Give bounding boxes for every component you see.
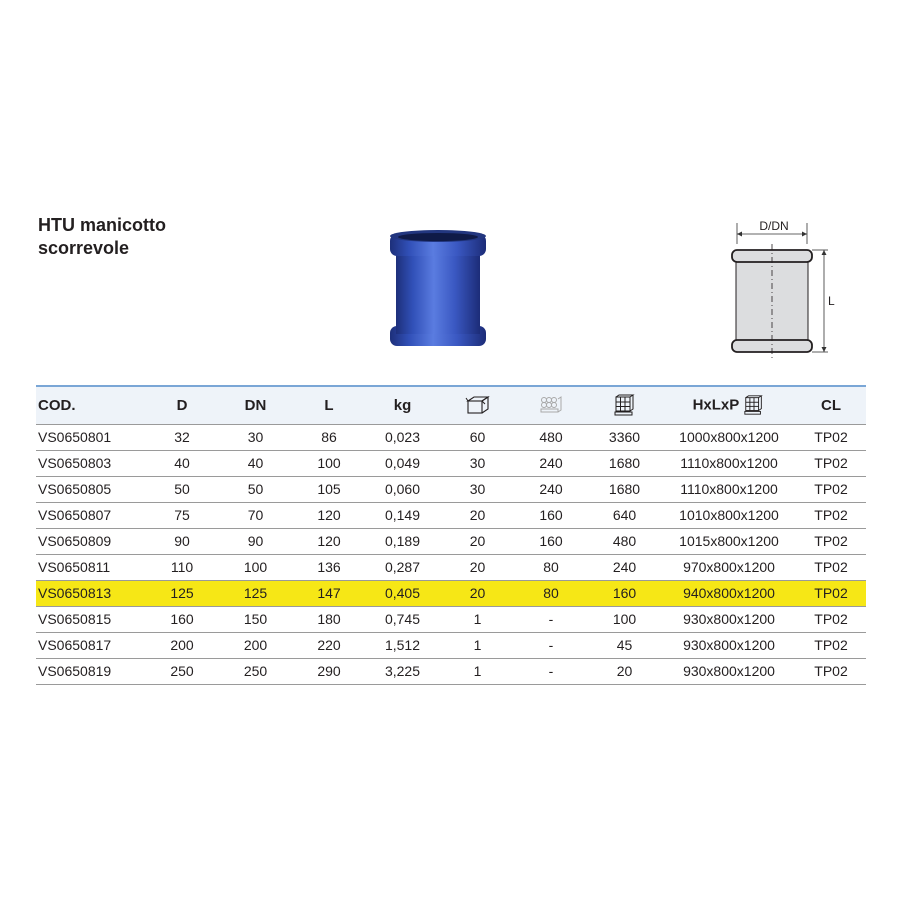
cell-l: 105 xyxy=(317,481,341,497)
cell-d: 160 xyxy=(170,611,194,627)
cell-d: 110 xyxy=(170,559,194,575)
table-row xyxy=(36,424,866,450)
bundle-icon xyxy=(538,395,564,415)
cell-kg: 1,512 xyxy=(384,637,421,653)
cell-dimensions: 1110x800x1200 xyxy=(680,481,778,497)
cell-d: 50 xyxy=(174,481,190,497)
cell-box-qty: 30 xyxy=(469,481,486,497)
cell-bundle-qty: 80 xyxy=(543,559,559,575)
header-code: COD. xyxy=(38,396,76,414)
cell-l: 136 xyxy=(317,559,341,575)
table-row xyxy=(36,632,866,658)
cell-d: 125 xyxy=(146,580,218,606)
header-l: L xyxy=(324,396,334,414)
product-title-line-1: HTU manicotto xyxy=(38,215,166,235)
cell-code: VS0650819 xyxy=(38,663,112,679)
cell-dn: 50 xyxy=(247,481,264,497)
cell-kg: 0,023 xyxy=(384,429,421,445)
cell-bundle-qty: 160 xyxy=(539,507,563,523)
product-photo xyxy=(388,228,488,356)
cell-code: VS0650809 xyxy=(38,533,112,549)
cell-kg: 0,149 xyxy=(384,507,421,523)
cell-bundle-qty: - xyxy=(548,637,554,653)
cell-dn: 90 xyxy=(247,533,264,549)
header-bundle xyxy=(515,386,587,424)
cell-dn: 200 xyxy=(243,637,268,653)
cell-cl: TP02 xyxy=(796,580,866,606)
header-d: D xyxy=(176,396,188,414)
pallet-dimensions-icon xyxy=(743,394,765,416)
cell-pallet-qty: 480 xyxy=(612,533,637,549)
cell-dimensions: 1015x800x1200 xyxy=(679,533,779,549)
cell-box-qty: 20 xyxy=(469,559,486,575)
cell-dn: 30 xyxy=(247,429,264,445)
cell-code: VS0650801 xyxy=(38,429,112,445)
header-dn: DN xyxy=(244,396,267,414)
cell-code: VS0650815 xyxy=(38,611,112,627)
specifications-table xyxy=(36,385,866,685)
cell-box-qty: 20 xyxy=(469,533,486,549)
cell-pallet-qty: 3360 xyxy=(608,429,641,445)
technical-drawing xyxy=(718,216,838,360)
cell-dn: 250 xyxy=(243,663,268,679)
cell-pallet-qty: 1680 xyxy=(608,481,641,497)
cell-cl: TP02 xyxy=(814,559,848,575)
cell-kg: 0,049 xyxy=(384,455,421,471)
cell-code: VS0650807 xyxy=(38,507,112,523)
product-title xyxy=(38,214,166,260)
pallet-icon xyxy=(613,394,637,416)
header-box xyxy=(440,386,515,424)
cell-bundle-qty: 480 xyxy=(539,429,563,445)
cell-l: 120 xyxy=(317,507,341,523)
cell-dn: 40 xyxy=(247,455,264,471)
cell-code: VS0650811 xyxy=(38,559,111,575)
cell-dimensions: 930x800x1200 xyxy=(683,637,775,653)
table-row xyxy=(36,606,866,632)
header-cl: CL xyxy=(821,396,841,414)
cell-l: 290 xyxy=(317,663,341,679)
cell-kg: 0,189 xyxy=(384,533,421,549)
table-row xyxy=(36,554,866,580)
cell-box-qty: 20 xyxy=(440,580,515,606)
product-title-line-2: scorrevole xyxy=(38,238,130,258)
cell-l: 86 xyxy=(321,429,337,445)
cell-dn: 125 xyxy=(218,580,293,606)
cell-code: VS0650813 xyxy=(36,580,146,606)
table-row xyxy=(36,476,866,502)
cell-dn: 150 xyxy=(243,611,268,627)
cell-box-qty: 20 xyxy=(469,507,486,523)
cell-dimensions: 1000x800x1200 xyxy=(679,429,779,445)
cell-pallet-qty: 160 xyxy=(587,580,662,606)
cell-bundle-qty: - xyxy=(548,663,554,679)
cell-box-qty: 60 xyxy=(469,429,486,445)
table-row xyxy=(36,580,866,606)
cell-dn: 70 xyxy=(247,507,264,523)
cell-code: VS0650817 xyxy=(38,637,112,653)
table-header-row xyxy=(36,386,866,424)
cell-dimensions: 930x800x1200 xyxy=(683,611,775,627)
cell-kg: 0,405 xyxy=(365,580,440,606)
cell-cl: TP02 xyxy=(814,507,848,523)
cell-bundle-qty: 80 xyxy=(515,580,587,606)
length-dimension-label: L xyxy=(828,294,835,308)
box-icon xyxy=(465,395,491,415)
cell-d: 90 xyxy=(174,533,190,549)
table-row xyxy=(36,502,866,528)
cell-pallet-qty: 100 xyxy=(612,611,637,627)
cell-l: 100 xyxy=(317,455,341,471)
table-row xyxy=(36,658,866,684)
cell-code: VS0650805 xyxy=(38,481,112,497)
table-row xyxy=(36,450,866,476)
cell-code: VS0650803 xyxy=(38,455,112,471)
cell-cl: TP02 xyxy=(814,429,848,445)
cell-d: 32 xyxy=(174,429,190,445)
cell-box-qty: 1 xyxy=(473,663,482,679)
cell-l: 147 xyxy=(293,580,365,606)
header-pallet xyxy=(587,386,662,424)
cell-d: 250 xyxy=(170,663,194,679)
cell-l: 120 xyxy=(317,533,341,549)
cell-kg: 0,745 xyxy=(384,611,421,627)
cell-cl: TP02 xyxy=(814,663,848,679)
cell-d: 75 xyxy=(174,507,190,523)
header-dimensions-label: HxLxP xyxy=(692,396,740,414)
cell-l: 180 xyxy=(317,611,341,627)
cell-dimensions: 940x800x1200 xyxy=(662,580,796,606)
cell-kg: 0,060 xyxy=(384,481,421,497)
cell-d: 200 xyxy=(170,637,194,653)
cell-pallet-qty: 1680 xyxy=(608,455,641,471)
cell-bundle-qty: 160 xyxy=(539,533,563,549)
cell-bundle-qty: - xyxy=(548,611,554,627)
cell-cl: TP02 xyxy=(814,481,848,497)
cell-box-qty: 1 xyxy=(473,637,482,653)
header-kg: kg xyxy=(393,396,412,414)
cell-cl: TP02 xyxy=(814,455,848,471)
diameter-dimension-label: D/DN xyxy=(759,219,789,233)
cell-pallet-qty: 640 xyxy=(612,507,637,523)
cell-bundle-qty: 240 xyxy=(539,481,563,497)
cell-pallet-qty: 240 xyxy=(612,559,637,575)
cell-bundle-qty: 240 xyxy=(539,455,563,471)
cell-dimensions: 970x800x1200 xyxy=(683,559,775,575)
table-row xyxy=(36,528,866,554)
cell-box-qty: 1 xyxy=(473,611,482,627)
cell-dimensions: 1010x800x1200 xyxy=(679,507,779,523)
cell-box-qty: 30 xyxy=(469,455,486,471)
cell-pallet-qty: 45 xyxy=(616,637,633,653)
cell-dimensions: 1110x800x1200 xyxy=(680,455,778,471)
cell-d: 40 xyxy=(174,455,190,471)
cell-pallet-qty: 20 xyxy=(616,663,633,679)
cell-kg: 3,225 xyxy=(384,663,421,679)
cell-dimensions: 930x800x1200 xyxy=(683,663,775,679)
cell-cl: TP02 xyxy=(814,637,848,653)
cell-cl: TP02 xyxy=(814,611,848,627)
header-dimensions xyxy=(662,386,796,424)
cell-cl: TP02 xyxy=(814,533,848,549)
cell-l: 220 xyxy=(317,637,341,653)
cell-kg: 0,287 xyxy=(384,559,421,575)
cell-dn: 100 xyxy=(243,559,268,575)
